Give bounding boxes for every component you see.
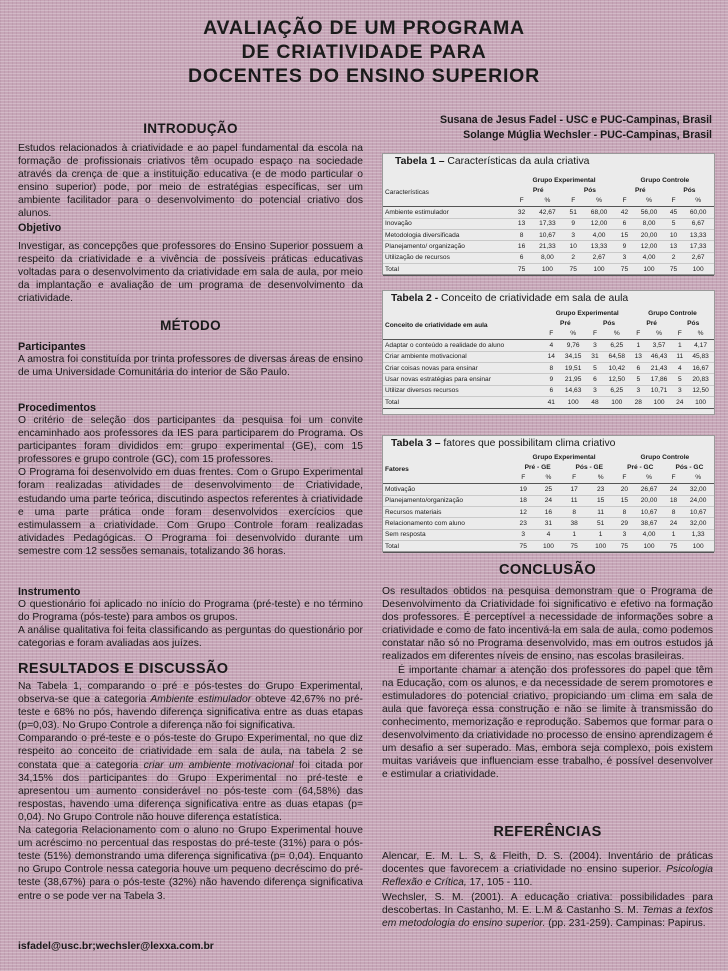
table2-phase-pre-ge: Pré <box>560 320 571 328</box>
table1-row <box>383 229 714 240</box>
table1-cell: 6 <box>616 218 633 229</box>
instrumento-p2: A análise qualitativa foi feita classificando as perguntas do questionário por categorias e foram avaliadas aos juízes. <box>18 625 363 650</box>
table2-subheader-cell: F <box>587 329 603 340</box>
table1-subheader-cell: F <box>564 196 582 207</box>
table3-cell: 3 <box>512 529 534 540</box>
table1-cell: 4,00 <box>582 229 615 240</box>
table1-total-cell: 100 <box>582 264 615 275</box>
table1-subheader-cell: % <box>682 196 714 207</box>
table1-cell: 9 <box>564 218 582 229</box>
table1-subheader-row <box>383 196 714 207</box>
table1-total-label: Total <box>383 264 512 275</box>
table1-cell: 3 <box>564 229 582 240</box>
resultados-p1 <box>18 680 363 732</box>
table2-cell: 21,95 <box>559 374 587 385</box>
table1-cell: 42,67 <box>531 207 564 218</box>
table1-cell: 45 <box>665 207 682 218</box>
table3-subheader-cell: F <box>616 473 633 484</box>
table3-subheader-cell: % <box>586 473 616 484</box>
table2-total-row <box>383 397 714 408</box>
table3-cell: 8 <box>616 506 633 517</box>
table2-cell: 4 <box>672 362 687 373</box>
table2-subheader-cell: % <box>603 329 631 340</box>
introducao-text: Estudos relacionados à criatividade e ao papel fundamental da escola na formação de profissionais criativos têm ocupado espaço na sociedade através da crença de que a instituição educativa (e de modo particular o ensino superior) pode, por meio de estratégias específicas, ser um ambiente facilitador para o desenvolvimento do potencial criativo dos alunos. <box>18 143 363 220</box>
resultados-p2-em: criar um ambiente motivacional <box>143 759 294 771</box>
table3-cell: 10,67 <box>633 506 665 517</box>
table3-cell: 38 <box>563 518 586 529</box>
instrumento-p1: O questionário foi aplicado no início do Programa (pré-teste) e no término do Programa (pós-teste) para ambos os grupos. <box>18 599 363 624</box>
table2-cell: 16,67 <box>687 362 714 373</box>
table2-subheader-cell: % <box>559 329 587 340</box>
table2-cell: 6 <box>587 374 603 385</box>
resultados-p2-b: foi citada por 34,15% dos participantes do Grupo Experimental no pré-teste e apresentou um aumento considerável no pós-teste com (64,58%) das respostas, havendo uma diferença significativa entre as duas etapas (p= 0,04). No Grupo Controle não houve diferença estatística. <box>18 759 363 823</box>
table1-cell: 12,00 <box>633 241 665 252</box>
table2-cell: 4 <box>544 340 560 351</box>
reference-2-b: (pp. 231-259). Campinas: Papirus. <box>545 918 706 930</box>
table3-group1: Grupo Experimental <box>532 453 596 461</box>
table1-cell: 16 <box>512 241 530 252</box>
table1-cell: 51 <box>564 207 582 218</box>
table2-row-label: Adaptar o conteúdo a realidade do aluno <box>383 340 544 351</box>
table1-cell: 10 <box>665 229 682 240</box>
resultados-text <box>18 680 363 903</box>
table2-subheader-cell: % <box>646 329 673 340</box>
table3-total-cell: 75 <box>665 541 682 552</box>
table3-cell: 15 <box>586 495 616 506</box>
conclusao-heading: CONCLUSÃO <box>498 562 597 578</box>
table1-total-cell: 75 <box>512 264 530 275</box>
participantes-heading: Participantes <box>18 341 86 353</box>
table3-subheader-blank <box>383 473 512 484</box>
poster-title <box>0 16 728 88</box>
table3-row-label: Planejamento/organização <box>383 495 512 506</box>
table2-cell: 12,50 <box>603 374 631 385</box>
table3-phase-pre-gc: Pré - GC <box>627 464 654 472</box>
table2-group2: Grupo Controle <box>648 309 697 317</box>
table2-group1: Grupo Experimental <box>555 309 619 317</box>
table2-cell: 45,83 <box>687 351 714 362</box>
reference-1-a: Alencar, E. M. L. S, & Fleith, D. S. (2004). Inventário de práticas docentes que favorecem a criatividade no ensino superior. <box>382 851 713 876</box>
contact-email[interactable]: isfadel@usc.br;wechsler@lexxa.com.br <box>18 941 214 952</box>
table3-cell: 15 <box>616 495 633 506</box>
authors <box>380 113 712 143</box>
table1 <box>383 175 714 276</box>
table3-row-header: Fatores <box>385 465 409 473</box>
table1-row-label: Metodologia diversificada <box>383 229 512 240</box>
table3-cell: 23 <box>586 484 616 495</box>
table1-cell: 2,67 <box>582 252 615 263</box>
table2-cell: 1 <box>631 340 646 351</box>
table2-cell: 5 <box>631 374 646 385</box>
table2-cell: 3 <box>587 385 603 396</box>
table2-cell: 11 <box>672 351 687 362</box>
table3-caption <box>383 436 714 449</box>
resultados-p1-em: Ambiente estimulador <box>150 694 252 706</box>
table3-subheader-cell: F <box>665 473 682 484</box>
table1-cell: 42 <box>616 207 633 218</box>
table1-cell: 13,33 <box>682 229 714 240</box>
table2-cell: 8 <box>544 362 560 373</box>
table1-total-cell: 100 <box>633 264 665 275</box>
table3-row-label: Sem resposta <box>383 529 512 540</box>
table1-cell: 6,67 <box>682 218 714 229</box>
table2-cell: 6,25 <box>603 340 631 351</box>
table3-subheader-cell: F <box>563 473 586 484</box>
table1-cell: 13,33 <box>582 241 615 252</box>
table3-cell: 4 <box>534 529 563 540</box>
table2-row <box>383 362 714 373</box>
reference-2 <box>382 891 713 930</box>
table2-phase-pos-ge: Pós <box>603 320 616 328</box>
table3-caption-text: fatores que possibilitam clima criativo <box>443 438 616 449</box>
table2-subheader-cell: F <box>544 329 560 340</box>
table1-box <box>382 153 715 275</box>
instrumento-text <box>18 598 363 650</box>
table3-total-row <box>383 541 714 552</box>
author-2: Solange Múglia Wechsler - PUC-Campinas, Brasil <box>463 129 712 141</box>
table1-cell: 17,33 <box>531 218 564 229</box>
table1-group2: Grupo Controle <box>640 176 690 184</box>
table3-cell: 23 <box>512 518 534 529</box>
table2-total-cell: 100 <box>687 397 714 408</box>
table1-cell: 2 <box>665 252 682 263</box>
table1-cell: 12,00 <box>582 218 615 229</box>
table3-row <box>383 495 714 506</box>
table3-cell: 19 <box>512 484 534 495</box>
table2-subheader-cell: F <box>631 329 646 340</box>
title-line-3: DOCENTES DO ENSINO SUPERIOR <box>187 65 541 87</box>
table1-subheader-cell: % <box>582 196 615 207</box>
table2-row-label: Usar novas estratégias para ensinar <box>383 374 544 385</box>
table1-row-label: Utilização de recursos <box>383 252 512 263</box>
table3-row <box>383 506 714 517</box>
instrumento-heading: Instrumento <box>18 586 81 598</box>
table1-total-cell: 100 <box>682 264 714 275</box>
table3-row <box>383 518 714 529</box>
table3-cell: 17 <box>563 484 586 495</box>
table2-total-cell: 48 <box>587 397 603 408</box>
reference-1-b: 17, 105 - 110. <box>466 877 533 889</box>
table1-cell: 17,33 <box>682 241 714 252</box>
table3-cell: 24,00 <box>682 495 714 506</box>
table3-cell: 11 <box>586 506 616 517</box>
resultados-p2 <box>18 732 363 824</box>
table2-cell: 21,43 <box>646 362 673 373</box>
table1-cell: 15 <box>616 229 633 240</box>
table1-subheader-cell: % <box>531 196 564 207</box>
table2-cell: 19,51 <box>559 362 587 373</box>
table2-cell: 10,71 <box>646 385 673 396</box>
table3-subheader-cell: % <box>682 473 714 484</box>
table1-total-cell: 75 <box>665 264 682 275</box>
table1-subheader-cell: F <box>665 196 682 207</box>
table2-total-cell: 100 <box>646 397 673 408</box>
table2-total-cell: 41 <box>544 397 560 408</box>
table1-total-cell: 75 <box>564 264 582 275</box>
resultados-p1-a: Na Tabela 1, comparando o pré e pós-testes do Grupo Experimental, observa-se que a categoria <box>18 681 363 706</box>
resultados-p2-a: Comparando o pré-teste e o pós-teste do Grupo Experimental, no que diz respeito ao conceito de criatividade em sala de aula, na tabela 2 se constata que a categoria <box>18 733 363 771</box>
table1-cell: 10 <box>564 241 582 252</box>
table1-total-cell: 100 <box>531 264 564 275</box>
table1-caption <box>383 154 714 167</box>
table2-cell: 5 <box>587 362 603 373</box>
table2-cell: 3 <box>672 385 687 396</box>
reference-2-em: Temas a textos em metodologia do ensino superior. <box>382 905 713 930</box>
table2-cell: 3 <box>587 340 603 351</box>
table2-row <box>383 340 714 351</box>
table3-subheader-cell: % <box>633 473 665 484</box>
table3-row-label: Motivação <box>383 484 512 495</box>
table2-row <box>383 351 714 362</box>
table2-cell: 6 <box>631 362 646 373</box>
table3-cell: 10,67 <box>682 506 714 517</box>
table2-cell: 20,83 <box>687 374 714 385</box>
table1-cell: 10,67 <box>531 229 564 240</box>
table1-cell: 56,00 <box>633 207 665 218</box>
procedimentos-p2: O Programa foi desenvolvido em duas frentes. Com o Grupo Experimental foram realizadas atividades de desenvolvimento de Criatividade, estudando uma parte teórica, discutindo aspectos referentes à criatividade e uma parte prática onde foram desenvolvidos exercícios que estimulassem a criatividade. Com Grupo Controle foram realizadas atividades Pedagógicas. O Programa foi desenvolvido durante um semestre com 12 sessões semanais, totalizando 36 horas. <box>18 467 363 557</box>
procedimentos-heading: Procedimentos <box>18 402 96 414</box>
table3-cell: 24 <box>534 495 563 506</box>
table3-phase-pre-ge: Pré - GE <box>524 464 551 472</box>
table2-phase-pos-gc: Pós <box>687 320 700 328</box>
table2-cell: 14 <box>544 351 560 362</box>
table2-cell: 10,42 <box>603 362 631 373</box>
table3-cell: 4,00 <box>633 529 665 540</box>
resultados-heading: RESULTADOS E DISCUSSÃO <box>18 661 229 677</box>
table1-caption-text: Características da aula criativa <box>447 156 590 167</box>
table1-cell: 68,00 <box>582 207 615 218</box>
reference-1 <box>382 850 713 889</box>
table1-cell: 21,33 <box>531 241 564 252</box>
table1-caption-label: Tabela 1 – <box>395 156 448 167</box>
table2-subheader-cell: % <box>687 329 714 340</box>
table1-cell: 6 <box>512 252 530 263</box>
table1-phase-pre-ge: Pré <box>532 187 544 195</box>
table1-cell: 9 <box>616 241 633 252</box>
referencias-heading: REFERÊNCIAS <box>493 824 602 840</box>
table1-cell: 8 <box>512 229 530 240</box>
table2-cell: 3 <box>631 385 646 396</box>
table1-total-row <box>383 264 714 275</box>
table3-cell: 31 <box>534 518 563 529</box>
table3-cell: 25 <box>534 484 563 495</box>
table3-total-cell: 100 <box>534 541 563 552</box>
table3-cell: 51 <box>586 518 616 529</box>
table3-cell: 1,33 <box>682 529 714 540</box>
table2-cell: 4,17 <box>687 340 714 351</box>
table1-subheader-cell: F <box>616 196 633 207</box>
table3-cell: 26,67 <box>633 484 665 495</box>
table1-phase-pos-ge: Pós <box>583 187 596 195</box>
table2-cell: 3,57 <box>646 340 673 351</box>
table3-cell: 20 <box>616 484 633 495</box>
table2-caption <box>383 291 714 304</box>
conclusao-p1: Os resultados obtidos na pesquisa demonstram que o Programa de Desenvolvimento da Criatividade foi significativo e efetivo na formação dos professores. É perceptível a necessidade de informações sobre a criatividade e como de fato incentivá-la em sala de aula, como podemos constatar não só no Programa desenvolvido, mas em outros estudos já realizados em diferentes níveis de ensino, nas escolas brasileiras. <box>382 586 713 663</box>
objetivo-heading: Objetivo <box>18 222 62 234</box>
table1-row <box>383 252 714 263</box>
table2-row-header: Conceito de criatividade em aula <box>385 321 488 329</box>
table1-cell: 3 <box>616 252 633 263</box>
table3-total-cell: 100 <box>633 541 665 552</box>
table2-row-label: Criar ambiente motivacional <box>383 351 544 362</box>
table1-cell: 4,00 <box>633 252 665 263</box>
table1-cell: 60,00 <box>682 207 714 218</box>
table1-row-header: Características <box>385 188 429 196</box>
table3-row <box>383 529 714 540</box>
reference-2-a: Wechsler, S. M. (2001). A educação criativa: possibilidades para descobertas. In Castanho, M. E. L.M & Castanho S. M. <box>382 892 713 917</box>
table2-total-cell: 100 <box>559 397 587 408</box>
table2-cell: 34,15 <box>559 351 587 362</box>
table2-cell: 64,58 <box>603 351 631 362</box>
table3-cell: 1 <box>665 529 682 540</box>
table3-cell: 3 <box>616 529 633 540</box>
table1-row-label: Inovação <box>383 218 512 229</box>
table1-row-label: Ambiente estimulador <box>383 207 512 218</box>
table3-cell: 29 <box>616 518 633 529</box>
table1-cell: 8,00 <box>531 252 564 263</box>
resultados-p1-b: obteve 42,67% no pré-teste e 68% no pós, havendo diferença significativa entre as duas etapas (p=0,03). No Grupo Controle a diferença não foi significativa. <box>18 694 363 732</box>
table3-cell: 20,00 <box>633 495 665 506</box>
table2-total-cell: 100 <box>603 397 631 408</box>
table2-cell: 6,25 <box>603 385 631 396</box>
table1-row-label: Planejamento/ organização <box>383 241 512 252</box>
table2-cell: 31 <box>587 351 603 362</box>
title-line-2: DE CRIATIVIDADE PARA <box>241 41 487 63</box>
table1-row <box>383 241 714 252</box>
participantes-text: A amostra foi constituída por trinta professores de diversas áreas de ensino de uma Universidade Comunitária do interior de São Paulo. <box>18 354 363 379</box>
table3-caption-label: Tabela 3 – <box>391 438 444 449</box>
table1-cell: 32 <box>512 207 530 218</box>
table2-total-cell: 24 <box>672 397 687 408</box>
table1-subheader-blank <box>383 196 512 207</box>
procedimentos-p1: O critério de seleção dos participantes da pesquisa foi um convite encaminhado aos professores da IES para participarem do Programa. Os participantes foram divididos em: grupo experimental (GE), com 15 professores e grupo controle (GC), com 15 professores. <box>18 415 363 466</box>
table2 <box>383 308 714 409</box>
table2-box <box>382 290 715 415</box>
table2-subheader-blank <box>383 329 544 340</box>
table3-cell: 24 <box>665 484 682 495</box>
table2-phase-pre-gc: Pré <box>646 320 657 328</box>
table3-cell: 18 <box>512 495 534 506</box>
table1-subheader-cell: F <box>512 196 530 207</box>
table3-phase-pos-ge: Pós - GE <box>575 464 603 472</box>
table2-caption-text: Conceito de criatividade em sala de aula <box>441 293 629 304</box>
table2-subheader-row <box>383 329 714 340</box>
author-1: Susana de Jesus Fadel - USC e PUC-Campinas, Brasil <box>440 114 712 126</box>
table3-cell: 24 <box>665 518 682 529</box>
table2-cell: 12,50 <box>687 385 714 396</box>
metodo-heading: MÉTODO <box>160 318 221 333</box>
table3-subheader-row <box>383 473 714 484</box>
table3-cell: 1 <box>563 529 586 540</box>
procedimentos-text <box>18 414 363 558</box>
table1-cell: 13 <box>665 241 682 252</box>
table2-cell: 14,63 <box>559 385 587 396</box>
table3-cell: 16 <box>534 506 563 517</box>
table1-total-cell: 75 <box>616 264 633 275</box>
table3-subheader-cell: F <box>512 473 534 484</box>
table3-total-cell: 75 <box>512 541 534 552</box>
conclusao-p2: É importante chamar a atenção dos professores do papel que têm na Educação, com os alunos, e da necessidade de serem promotores e estimuladores do potencial criativo, propiciando um clima em sala de aula que favoreça essa construção e não se limite à transmissão do conhecimento, memorização e reprodução. Sabemos que formar para o desenvolvimento da criatividade no processo de ensino aprendizagem é um desafio a ser superado. Mas, embora seja complexo, pois existem muitas variáveis que influenciam esse trabalho, é possível desenvolver e estimular a criatividade. <box>382 664 713 781</box>
table3-cell: 18 <box>665 495 682 506</box>
table2-cell: 5 <box>672 374 687 385</box>
table1-cell: 13 <box>512 218 530 229</box>
table2-total-cell: 28 <box>631 397 646 408</box>
table3 <box>383 452 714 553</box>
conclusao-text <box>382 585 713 781</box>
table2-total-label: Total <box>383 397 544 408</box>
table1-cell: 5 <box>665 218 682 229</box>
table1-row <box>383 207 714 218</box>
table1-subheader-cell: % <box>633 196 665 207</box>
table2-row <box>383 374 714 385</box>
table3-cell: 8 <box>563 506 586 517</box>
table3-cell: 12 <box>512 506 534 517</box>
table2-cell: 6 <box>544 385 560 396</box>
title-line-1: AVALIAÇÃO DE UM PROGRAMA <box>203 17 525 39</box>
table2-cell: 17,86 <box>646 374 673 385</box>
table3-cell: 11 <box>563 495 586 506</box>
table1-cell: 20,00 <box>633 229 665 240</box>
table1-cell: 2,67 <box>682 252 714 263</box>
table1-group1: Grupo Experimental <box>532 176 596 184</box>
table3-row-label: Relacionamento com aluno <box>383 518 512 529</box>
table1-cell: 2 <box>564 252 582 263</box>
table2-caption-label: Tabela 2 - <box>391 293 442 304</box>
table2-row-label: Criar coisas novas para ensinar <box>383 362 544 373</box>
table3-row-label: Recursos materiais <box>383 506 512 517</box>
table3-cell: 1 <box>586 529 616 540</box>
table1-phase-pos-gc: Pós <box>683 187 696 195</box>
table3-box <box>382 435 715 552</box>
table3-total-cell: 100 <box>586 541 616 552</box>
resultados-p3: Na categoria Relacionamento com o aluno no Grupo Experimental houve um acréscimo no percentual das respostas do pré-teste (31%) para o pós-teste (51%) demonstrando uma diferença significativa (p= 0,04). Enquanto no Grupo Controle nessa categoria houve um pequeno decréscimo do pré-teste (38,67%) para o pós-teste (32%) não havendo diferença significativa entre o se pode ver na Tabela 3. <box>18 825 363 902</box>
table2-cell: 9 <box>544 374 560 385</box>
reference-1-em: Psicologia Reflexão e Crítica, <box>382 864 713 889</box>
table3-subheader-cell: % <box>534 473 563 484</box>
table2-row <box>383 385 714 396</box>
table3-total-cell: 75 <box>563 541 586 552</box>
table3-total-cell: 100 <box>682 541 714 552</box>
objetivo-text: Investigar, as concepções que professores do Ensino Superior possuem a respeito da criatividade e a vivência de possíveis práticas educativas voltadas para o desenvolvimento da criatividade em sala de aula, por meio da implantação e avaliação de um programa de desenvolvimento da criatividade. <box>18 241 363 305</box>
table3-phase-pos-gc: Pós - GC <box>675 464 704 472</box>
table1-row <box>383 218 714 229</box>
table3-total-label: Total <box>383 541 512 552</box>
table2-subheader-cell: F <box>672 329 687 340</box>
introducao-heading: INTRODUÇÃO <box>143 121 238 136</box>
table3-cell: 8 <box>665 506 682 517</box>
table3-group2: Grupo Controle <box>640 453 690 461</box>
table2-cell: 13 <box>631 351 646 362</box>
table3-cell: 32,00 <box>682 518 714 529</box>
table1-phase-pre-gc: Pré <box>634 187 646 195</box>
table2-cell: 9,76 <box>559 340 587 351</box>
table2-cell: 1 <box>672 340 687 351</box>
referencias-list <box>382 850 713 933</box>
table3-cell: 38,67 <box>633 518 665 529</box>
table3-cell: 32,00 <box>682 484 714 495</box>
table1-cell: 8,00 <box>633 218 665 229</box>
table3-row <box>383 484 714 495</box>
table2-row-label: Utilizar diversos recursos <box>383 385 544 396</box>
table3-total-cell: 75 <box>616 541 633 552</box>
table2-cell: 46,43 <box>646 351 673 362</box>
